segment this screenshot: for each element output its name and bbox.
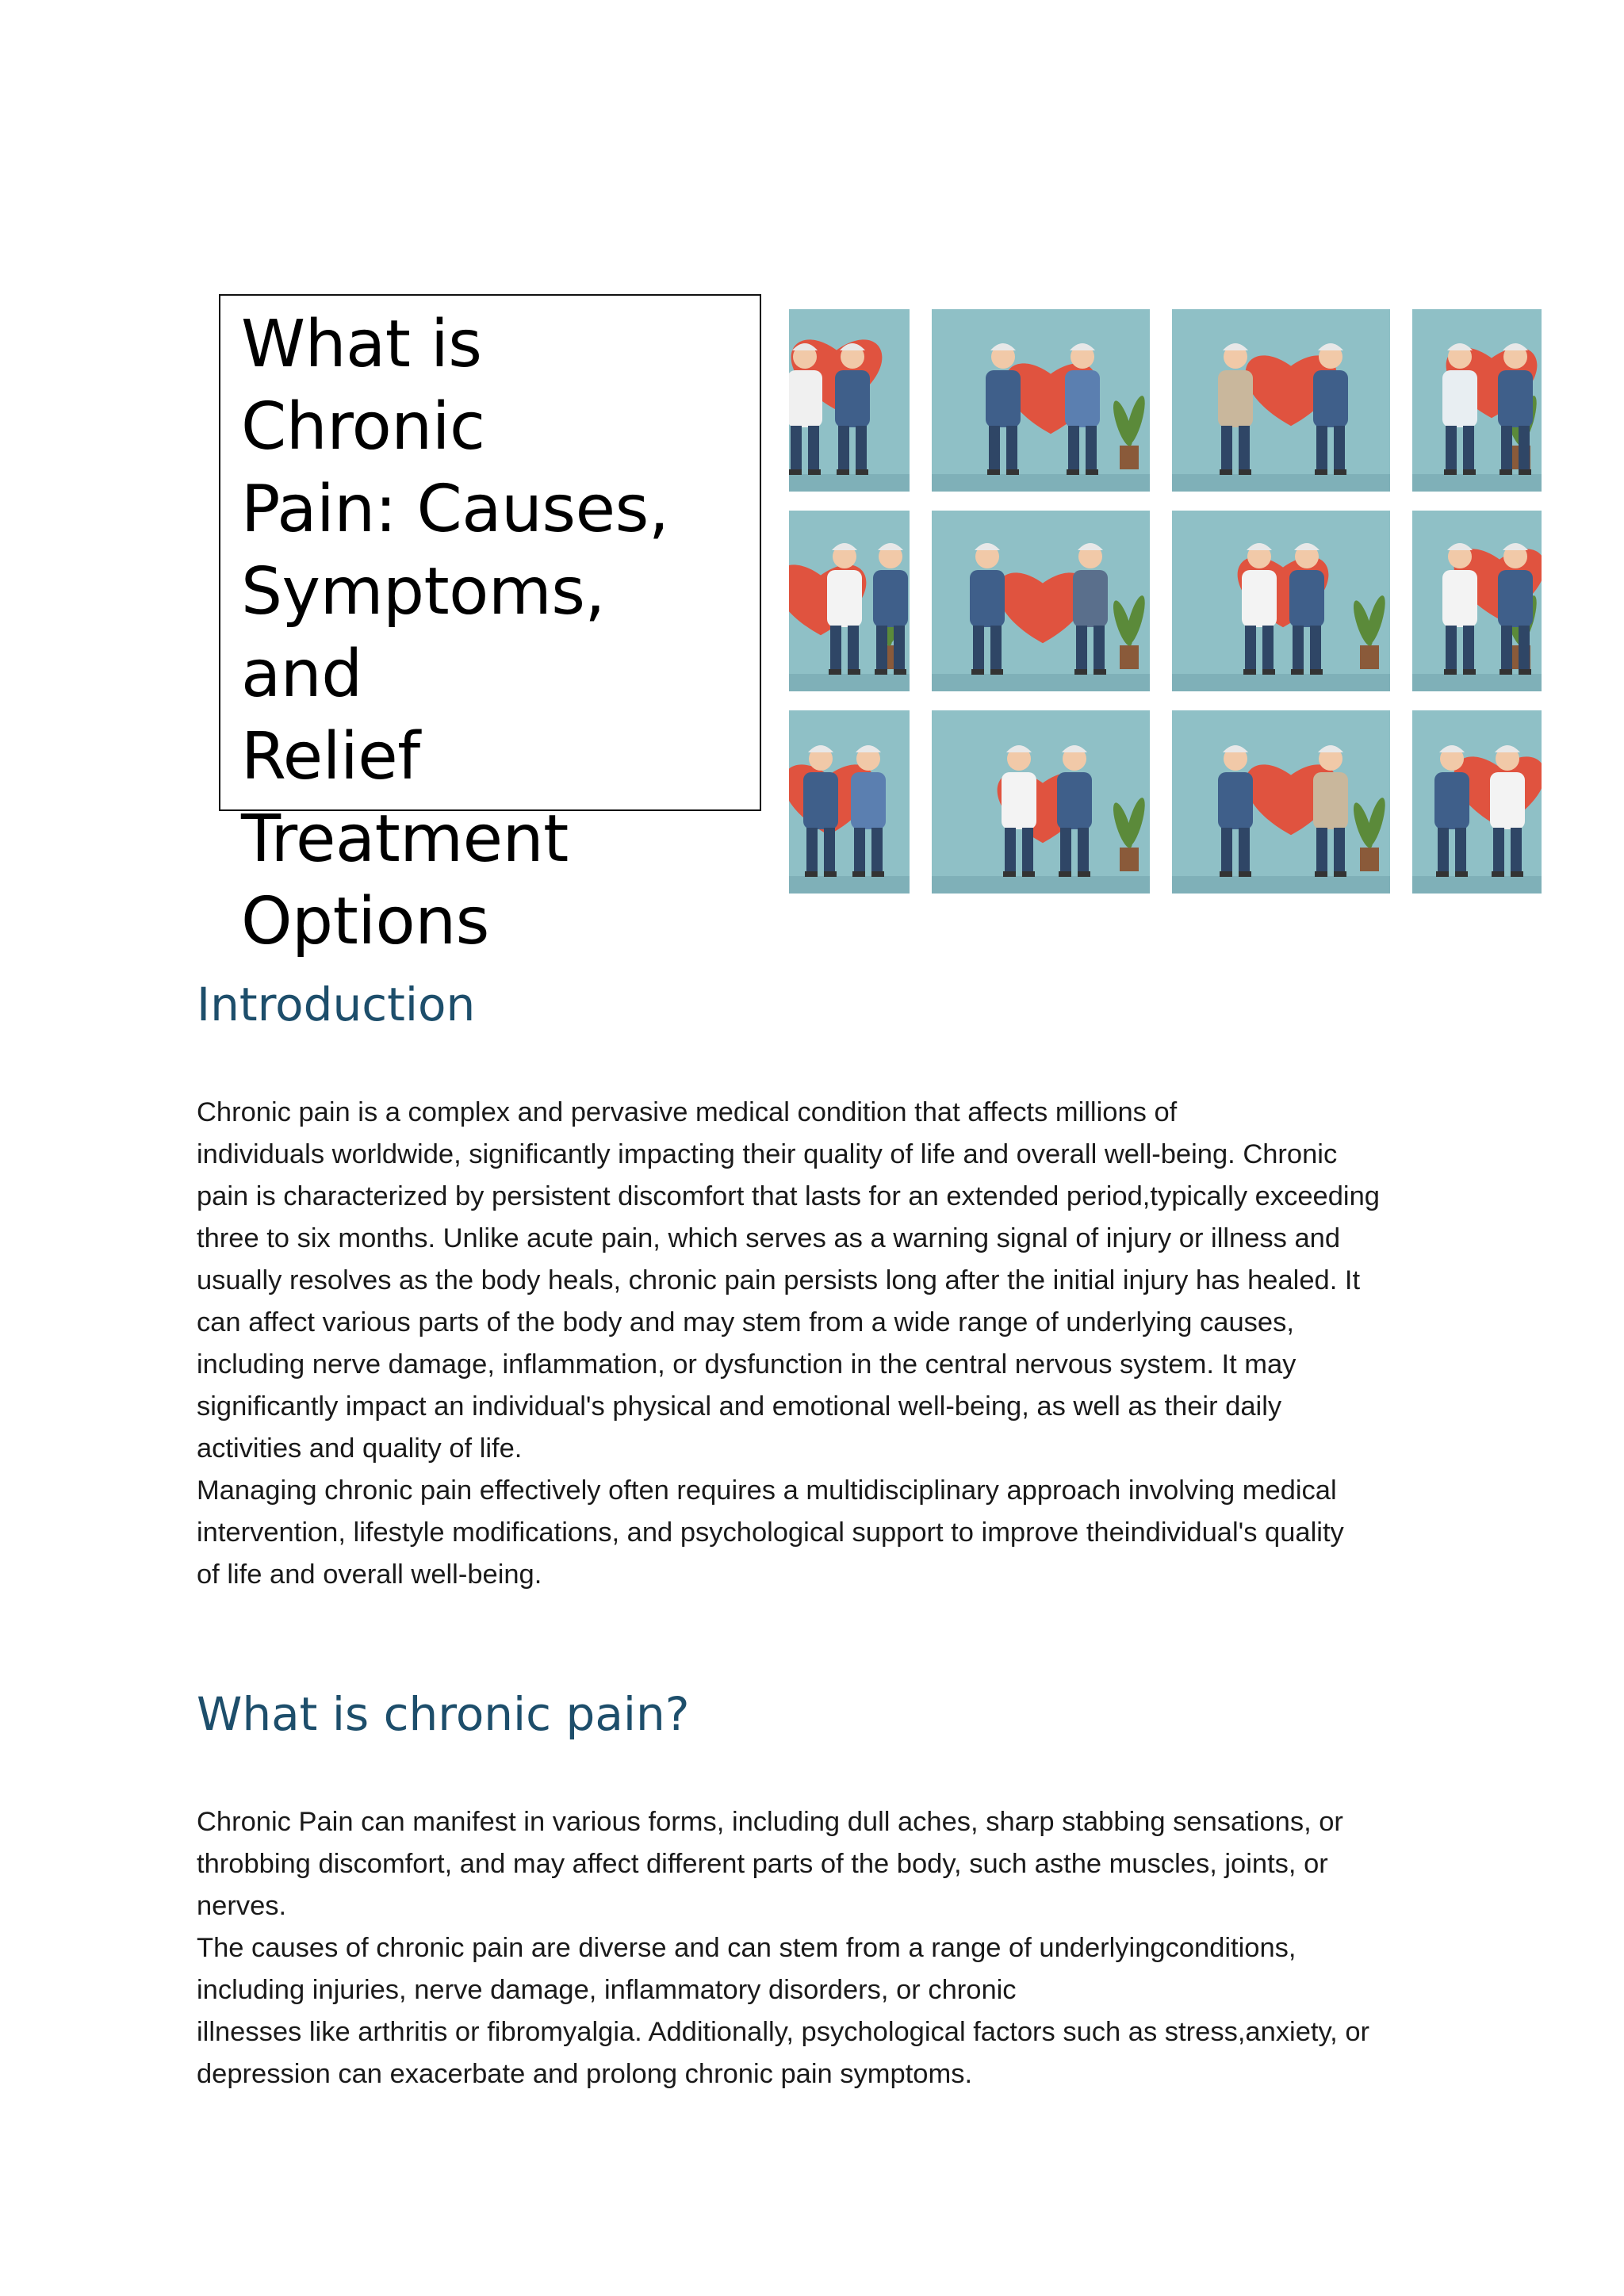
text-line: of life and overall well-being. xyxy=(197,1559,542,1590)
text-line: nerves. xyxy=(197,1891,287,1921)
illustration-tile xyxy=(932,309,1150,492)
text-line: Managing chronic pain effectively often requires a multidisciplinary approach involving medical xyxy=(197,1475,1337,1506)
text-line: Chronic pain is a complex and pervasive medical condition that affects millions of xyxy=(197,1097,1178,1127)
elderly-pain-illustration xyxy=(1172,710,1390,894)
elderly-pain-illustration xyxy=(932,511,1150,691)
text-line: individuals worldwide, significantly impacting their quality of life and overall well-being. Chronic xyxy=(197,1139,1338,1169)
illustration-tile xyxy=(1172,710,1390,894)
text-line: throbbing discomfort, and may affect different parts of the body, such asthe muscles, joints, or xyxy=(197,1849,1328,1879)
illustration-tile xyxy=(789,309,910,492)
text-line: The causes of chronic pain are diverse and can stem from a range of underlyingconditions, xyxy=(197,1933,1297,1963)
text-line: including nerve damage, inflammation, or dysfunction in the central nervous system. It may xyxy=(197,1349,1297,1380)
text-line: including injuries, nerve damage, inflammatory disorders, or chronic xyxy=(197,1975,1017,2005)
title-line: Pain: Causes, xyxy=(241,472,669,547)
text-line: can affect various parts of the body and may stem from a wide range of underlying causes, xyxy=(197,1307,1294,1337)
illustration-tile xyxy=(932,710,1150,894)
title-line: Relief xyxy=(241,719,420,794)
text-line: activities and quality of life. xyxy=(197,1433,523,1464)
elderly-pain-illustration xyxy=(1412,309,1542,492)
page-title xyxy=(241,304,745,963)
text-line: three to six months. Unlike acute pain, which serves as a warning signal of injury or illness and xyxy=(197,1223,1341,1253)
elderly-pain-illustration xyxy=(1412,710,1542,894)
introduction-heading: Introduction xyxy=(197,978,476,1031)
what-is-chronic-pain-heading: What is chronic pain? xyxy=(197,1687,690,1741)
text-line: depression can exacerbate and prolong chronic pain symptoms. xyxy=(197,2059,973,2089)
text-line: intervention, lifestyle modifications, and psychological support to improve theindividual's quality xyxy=(197,1517,1344,1548)
illustration-tile xyxy=(1412,309,1542,492)
illustration-tile xyxy=(789,511,910,691)
elderly-pain-illustration xyxy=(1172,511,1390,691)
illustration-tile xyxy=(789,710,910,894)
text-line: pain is characterized by persistent discomfort that lasts for an extended period,typically exceeding xyxy=(197,1181,1380,1211)
elderly-pain-illustration xyxy=(789,710,910,894)
text-line: significantly impact an individual's physical and emotional well-being, as well as their daily xyxy=(197,1391,1282,1422)
illustration-collage xyxy=(789,309,1545,883)
illustration-tile xyxy=(1412,511,1542,691)
elderly-pain-illustration xyxy=(789,309,910,492)
title-box xyxy=(219,294,761,959)
text-line: Chronic Pain can manifest in various forms, including dull aches, sharp stabbing sensations, or xyxy=(197,1807,1343,1837)
title-line: Symptoms, and xyxy=(241,554,605,712)
elderly-pain-illustration xyxy=(789,511,910,691)
illustration-tile xyxy=(1412,710,1542,894)
elderly-pain-illustration xyxy=(932,710,1150,894)
title-line: Treatment xyxy=(241,802,569,877)
text-line: usually resolves as the body heals, chronic pain persists long after the initial injury has healed. It xyxy=(197,1265,1361,1295)
introduction-paragraph xyxy=(197,1092,1434,1596)
elderly-pain-illustration xyxy=(1172,309,1390,492)
illustration-tile xyxy=(932,511,1150,691)
title-line: Options xyxy=(241,884,489,959)
text-line: illnesses like arthritis or fibromyalgia. Additionally, psychological factors such as stress,anxiety, or xyxy=(197,2017,1370,2047)
what-is-chronic-pain-paragraph xyxy=(197,1801,1434,2095)
elderly-pain-illustration xyxy=(932,309,1150,492)
title-line: What is Chronic xyxy=(241,307,485,465)
illustration-tile xyxy=(1172,309,1390,492)
illustration-tile xyxy=(1172,511,1390,691)
elderly-pain-illustration xyxy=(1412,511,1542,691)
